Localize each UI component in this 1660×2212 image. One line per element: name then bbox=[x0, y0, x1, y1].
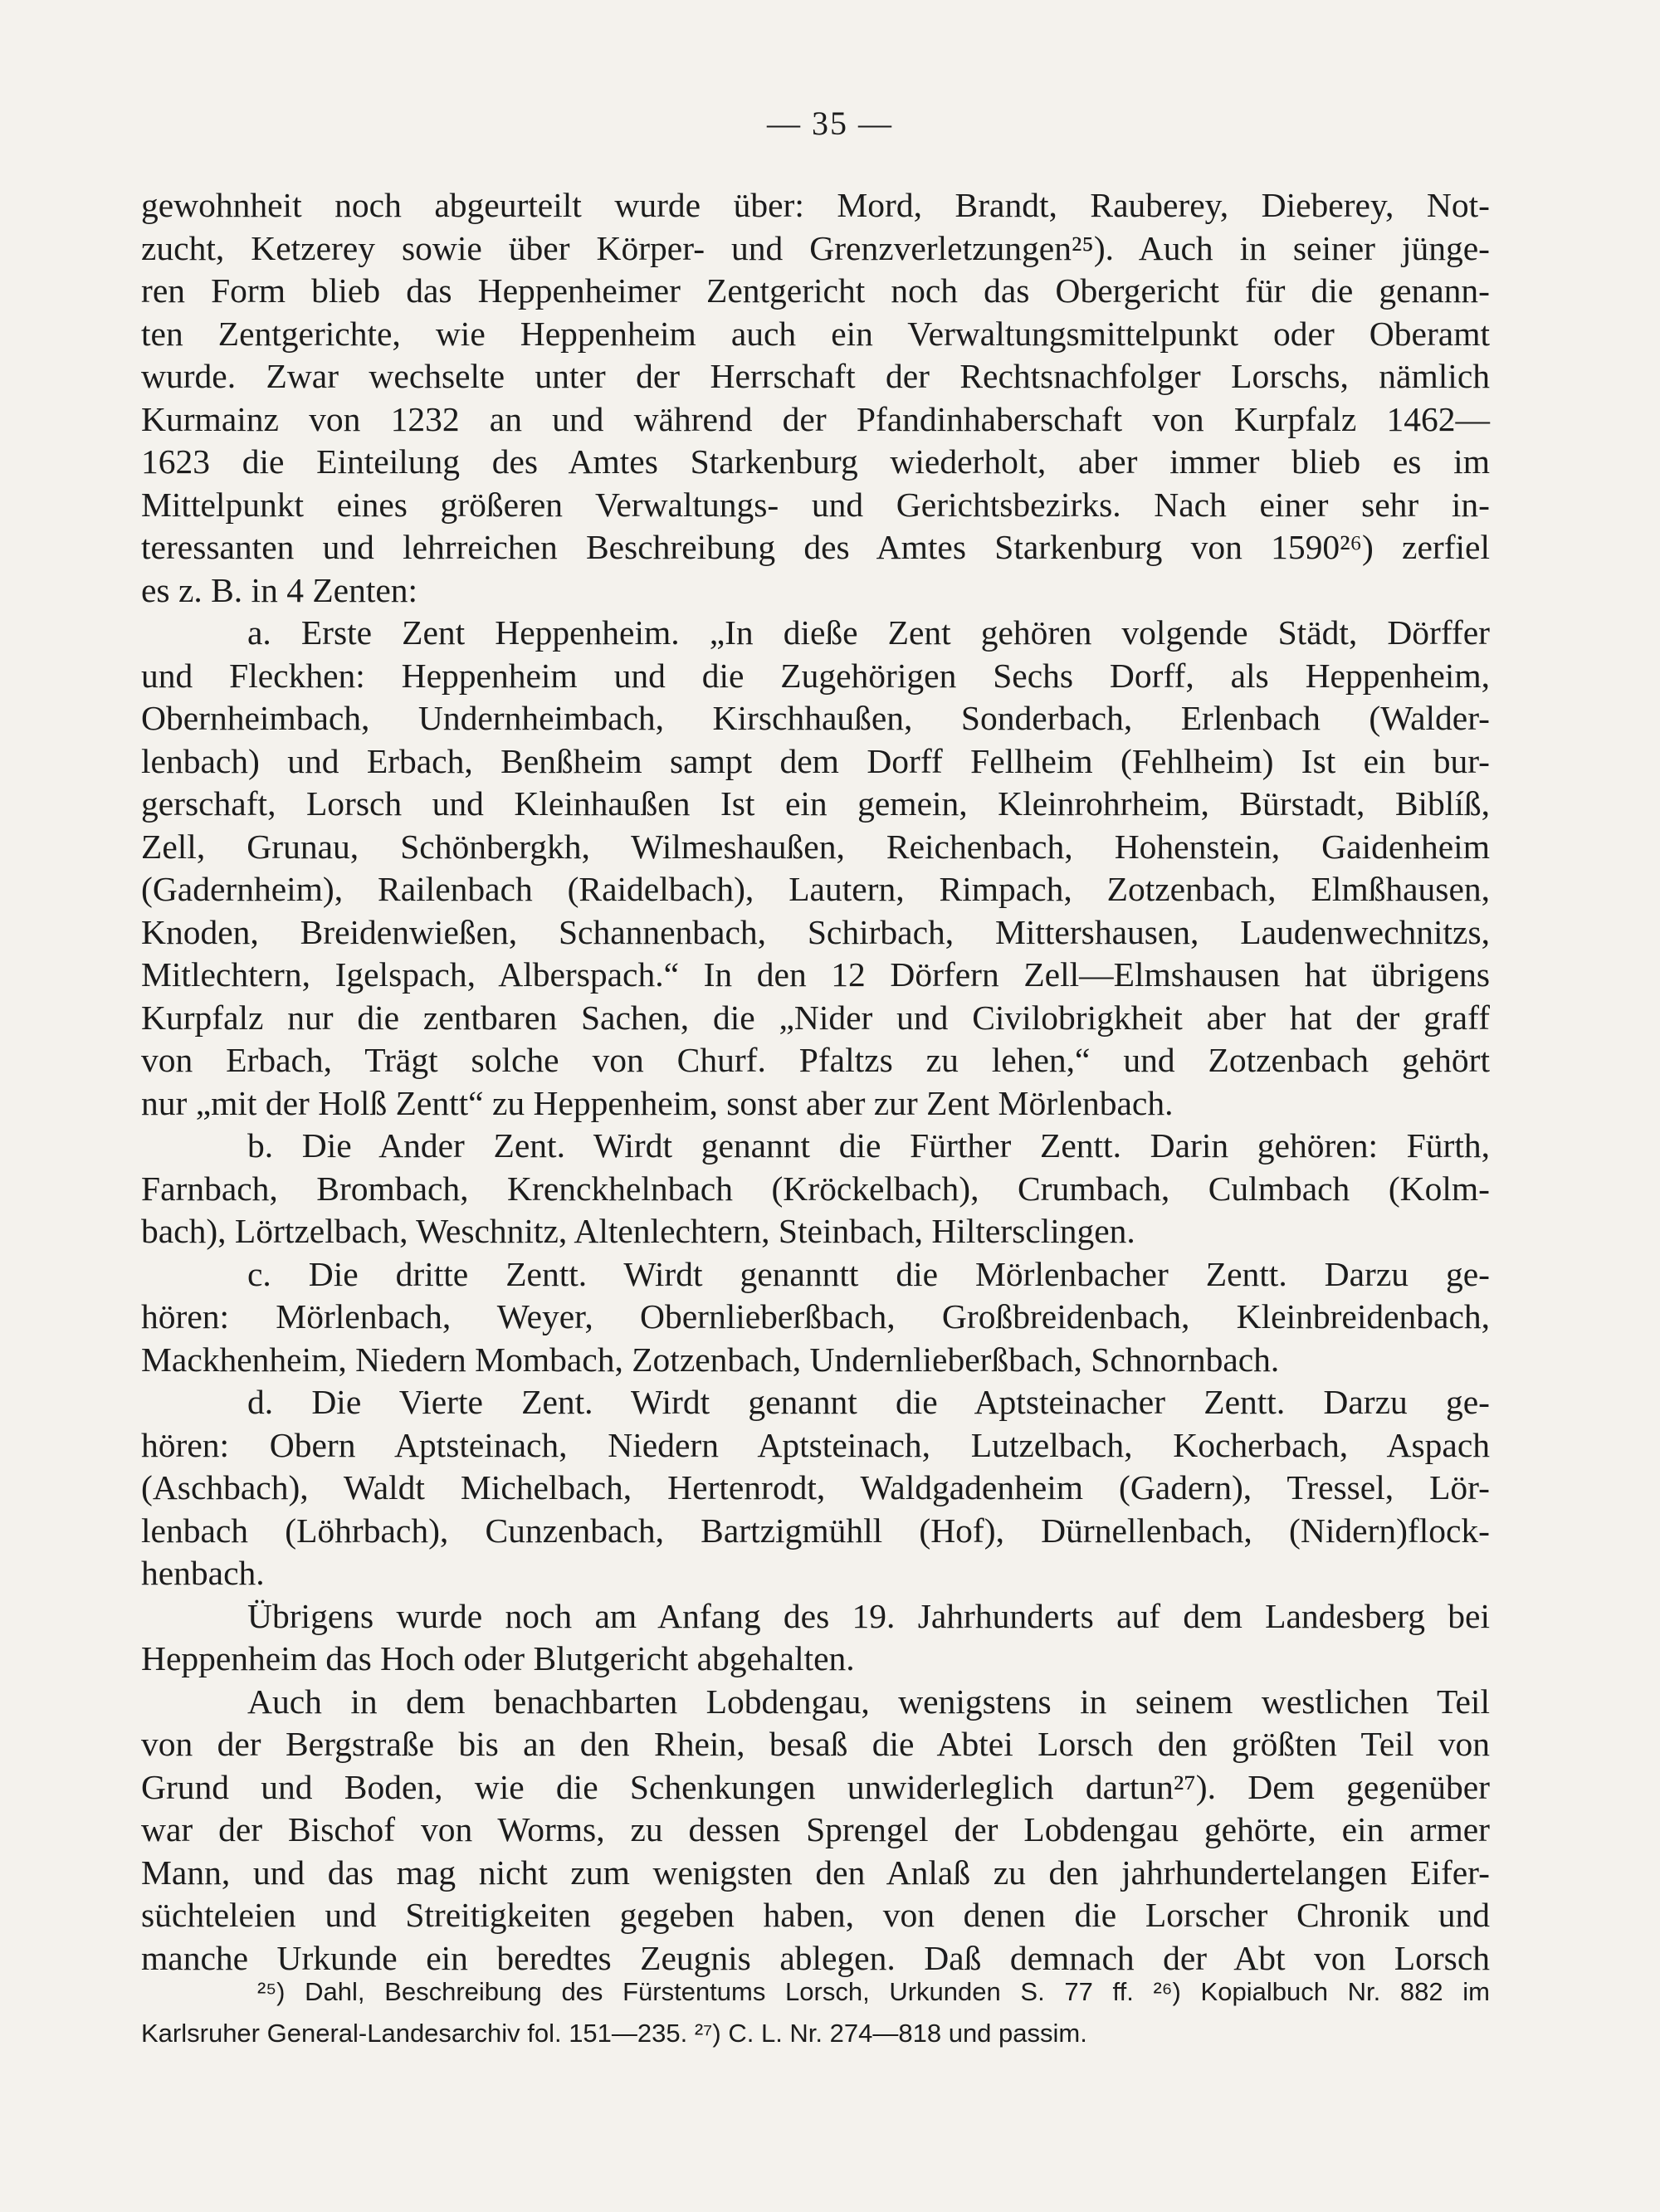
text-line: von Erbach, Trägt solche von Churf. Pfaltzs zu lehen,“ und Zotzenbach gehört bbox=[141, 1041, 1490, 1079]
text-line: Knoden, Breidenwießen, Schannenbach, Schirbach, Mittershausen, Laudenwechnitzs, bbox=[141, 912, 1490, 951]
text-line: bach), Lörtzelbach, Weschnitz, Altenlechtern, Steinbach, Hiltersclingen. bbox=[141, 1212, 1135, 1250]
footnote-line: Karlsruher General-Landesarchiv fol. 151—235. ²⁷) C. L. Nr. 274—818 und passim. bbox=[141, 2019, 1087, 2048]
text-line: d. Die Vierte Zent. Wirdt genannt die Aptsteinacher Zentt. Darzu ge- bbox=[247, 1383, 1490, 1421]
text-line: hören: Obern Aptsteinach, Niedern Aptsteinach, Lutzelbach, Kocherbach, Aspach bbox=[141, 1425, 1490, 1464]
body-text bbox=[141, 184, 1490, 1980]
text-line: gerschaft, Lorsch und Kleinhaußen Ist ein gemein, Kleinrohrheim, Bürstadt, Biblíß, bbox=[141, 784, 1490, 823]
text-line: Kurmainz von 1232 an und während der Pfandinhaberschaft von Kurpfalz 1462— bbox=[141, 399, 1490, 438]
text-line: c. Die dritte Zentt. Wirdt genanntt die Mörlenbacher Zentt. Darzu ge- bbox=[247, 1254, 1490, 1293]
text-line: war der Bischof von Worms, zu dessen Sprengel der Lobdengau gehörte, ein armer bbox=[141, 1810, 1490, 1848]
footnote-line: ²⁵) Dahl, Beschreibung des Fürstentums Lorsch, Urkunden S. 77 ff. ²⁶) Kopialbuch Nr. 882 im bbox=[257, 1977, 1490, 2006]
text-line: teressanten und lehrreichen Beschreibung des Amtes Starkenburg von 1590²⁶) zerfiel bbox=[141, 528, 1490, 566]
text-line: henbach. bbox=[141, 1554, 265, 1592]
text-line: (Gadernheim), Railenbach (Raidelbach), Lautern, Rimpach, Zotzenbach, Elmßhausen, bbox=[141, 870, 1490, 908]
text-line: hören: Mörlenbach, Weyer, Obernlieberßbach, Großbreidenbach, Kleinbreidenbach, bbox=[141, 1297, 1490, 1336]
text-line: Auch in dem benachbarten Lobdengau, wenigstens in seinem westlichen Teil bbox=[247, 1682, 1490, 1721]
text-line: lenbach) und Erbach, Benßheim sampt dem Dorff Fellheim (Fehlheim) Ist ein bur- bbox=[141, 741, 1490, 780]
text-line: b. Die Ander Zent. Wirdt genannt die Fürther Zentt. Darin gehören: Fürth, bbox=[247, 1126, 1490, 1165]
text-line: Mitlechtern, Igelspach, Alberspach.“ In den 12 Dörfern Zell—Elmshausen hat übrigens bbox=[141, 955, 1490, 994]
footnotes bbox=[141, 1971, 1490, 2054]
text-line: Übrigens wurde noch am Anfang des 19. Jahrhunderts auf dem Landesberg bei bbox=[247, 1596, 1490, 1635]
text-line: (Aschbach), Waldt Michelbach, Hertenrodt, Waldgadenheim (Gadern), Tressel, Lör- bbox=[141, 1468, 1490, 1506]
text-line: manche Urkunde ein beredtes Zeugnis ablegen. Daß demnach der Abt von Lorsch bbox=[141, 1938, 1490, 1977]
text-line: lenbach (Löhrbach), Cunzenbach, Bartzigmühll (Hof), Dürnellenbach, (Nidern)flock- bbox=[141, 1511, 1490, 1550]
text-line: ren Form blieb das Heppenheimer Zentgericht noch das Obergericht für die genann- bbox=[141, 271, 1490, 310]
text-line: 1623 die Einteilung des Amtes Starkenburg wiederholt, aber immer blieb es im bbox=[141, 442, 1490, 481]
text-line: Mackhenheim, Niedern Mombach, Zotzenbach, Undernlieberßbach, Schnornbach. bbox=[141, 1340, 1280, 1379]
text-line: Kurpfalz nur die zentbaren Sachen, die „Nider und Civilobrigkheit aber hat der graff bbox=[141, 998, 1490, 1037]
text-line: nur „mit der Holß Zentt“ zu Heppenheim, sonst aber zur Zent Mörlenbach. bbox=[141, 1083, 1174, 1122]
text-line: und Fleckhen: Heppenheim und die Zugehörigen Sechs Dorff, als Heppenheim, bbox=[141, 656, 1490, 695]
text-line: von der Bergstraße bis an den Rhein, besaß die Abtei Lorsch den größten Teil von bbox=[141, 1725, 1490, 1763]
text-line: Mittelpunkt eines größeren Verwaltungs- und Gerichtsbezirks. Nach einer sehr in- bbox=[141, 485, 1490, 524]
text-line: süchteleien und Streitigkeiten gegeben haben, von denen die Lorscher Chronik und bbox=[141, 1896, 1490, 1934]
text-line: Farnbach, Brombach, Krenckhelnbach (Kröckelbach), Crumbach, Culmbach (Kolm- bbox=[141, 1169, 1490, 1208]
text-line: Obernheimbach, Undernheimbach, Kirschhaußen, Sonderbach, Erlenbach (Walder- bbox=[141, 699, 1490, 737]
text-line: wurde. Zwar wechselte unter der Herrschaft der Rechtsnachfolger Lorschs, nämlich bbox=[141, 357, 1490, 395]
text-line: Heppenheim das Hoch oder Blutgericht abgehalten. bbox=[141, 1639, 855, 1677]
page-number: — 35 — bbox=[767, 105, 893, 142]
text-line: Mann, und das mag nicht zum wenigsten den Anlaß zu den jahrhundertelangen Eifer- bbox=[141, 1853, 1490, 1892]
text-line: zucht, Ketzerey sowie über Körper- und Grenzverletzungen²⁵). Auch in seiner jünge- bbox=[141, 228, 1490, 267]
text-line: Grund und Boden, wie die Schenkungen unwiderleglich dartun²⁷). Dem gegenüber bbox=[141, 1767, 1490, 1806]
text-line: es z. B. in 4 Zenten: bbox=[141, 570, 418, 609]
text-line: gewohnheit noch abgeurteilt wurde über: Mord, Brandt, Rauberey, Dieberey, Not- bbox=[141, 186, 1490, 224]
text-line: a. Erste Zent Heppenheim. „In dieße Zent gehören volgende Städt, Dörffer bbox=[247, 613, 1490, 652]
text-line: Zell, Grunau, Schönbergkh, Wilmeshaußen, Reichenbach, Hohenstein, Gaidenheim bbox=[141, 827, 1490, 866]
text-line: ten Zentgerichte, wie Heppenheim auch ein Verwaltungsmittelpunkt oder Oberamt bbox=[141, 314, 1490, 353]
